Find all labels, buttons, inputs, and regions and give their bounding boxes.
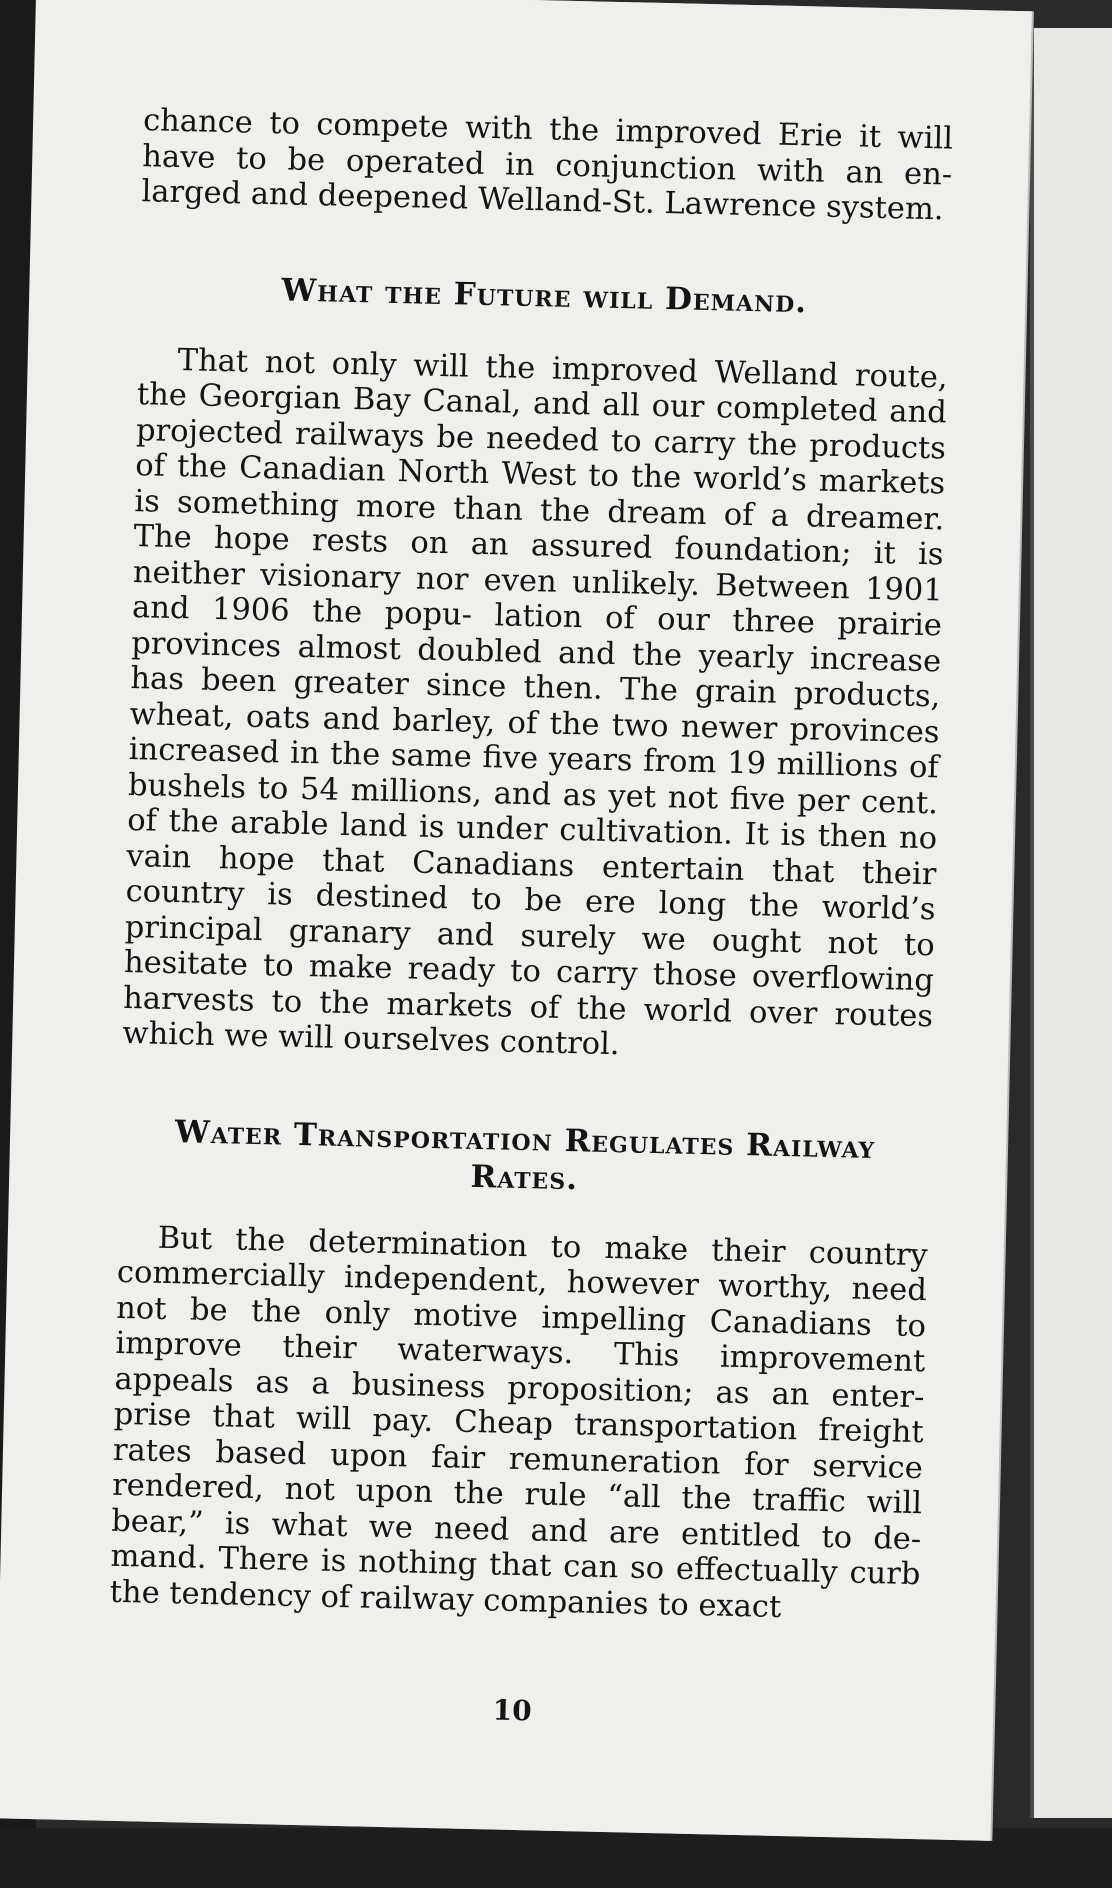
continuation-paragraph: chance to compete with the improved Erie it will have to be operated in conjunction with an en- larged and deepened Welland-St. Lawrence system. (141, 103, 954, 228)
page-content (109, 103, 954, 1728)
facing-page-edge (1030, 28, 1112, 1818)
section-heading-future-demand: What the Future will Demand. (281, 271, 808, 320)
paragraph-water-transportation: But the determination to make their country commercially independent, however worthy, need not be the only motive impelling Canadians to improve their waterways. This improvement appeals as a business proposition; as an enter- prise that will pay. Cheap transportation freight rates based upon fair remuneration for service rendered, not upon the rule “all the traffic will bear,” is what we need and are entitled to de- mand. There is nothing that can so effectually curb the tendency of railway companies to exact (109, 1220, 929, 1625)
section-heading-water-transportation: Water Transportation Regulates Railway Rates. (174, 1113, 876, 1197)
page-number: 10 (492, 1693, 533, 1728)
paragraph-future-demand: That not only will the improved Welland route, the Georgian Bay Canal, and all our completed and projected railways be needed to carry the products of the Canadian North West to the world’s markets is something more than the dream of a dreamer. The hope rests on an assured foundation; it is neither visionary nor even unlikely. Between 1901 and 1906 the popu- lation of our three prairie provinces almost doubled and the yearly increase has been greater since then. The grain products, wheat, oats and barley, of the two newer provinces increased in the same five years from 19 millions of bushels to 54 millions, and as yet not five per cent. of the arable land is under cultivation. It is then no vain hope that Canadians entertain that their country is destined to be ere long the world’s principal granary and surely we ought not to hesitate to make ready to carry those overflowing harvests to the markets of the world over routes which we will ourselves control. (122, 342, 948, 1063)
